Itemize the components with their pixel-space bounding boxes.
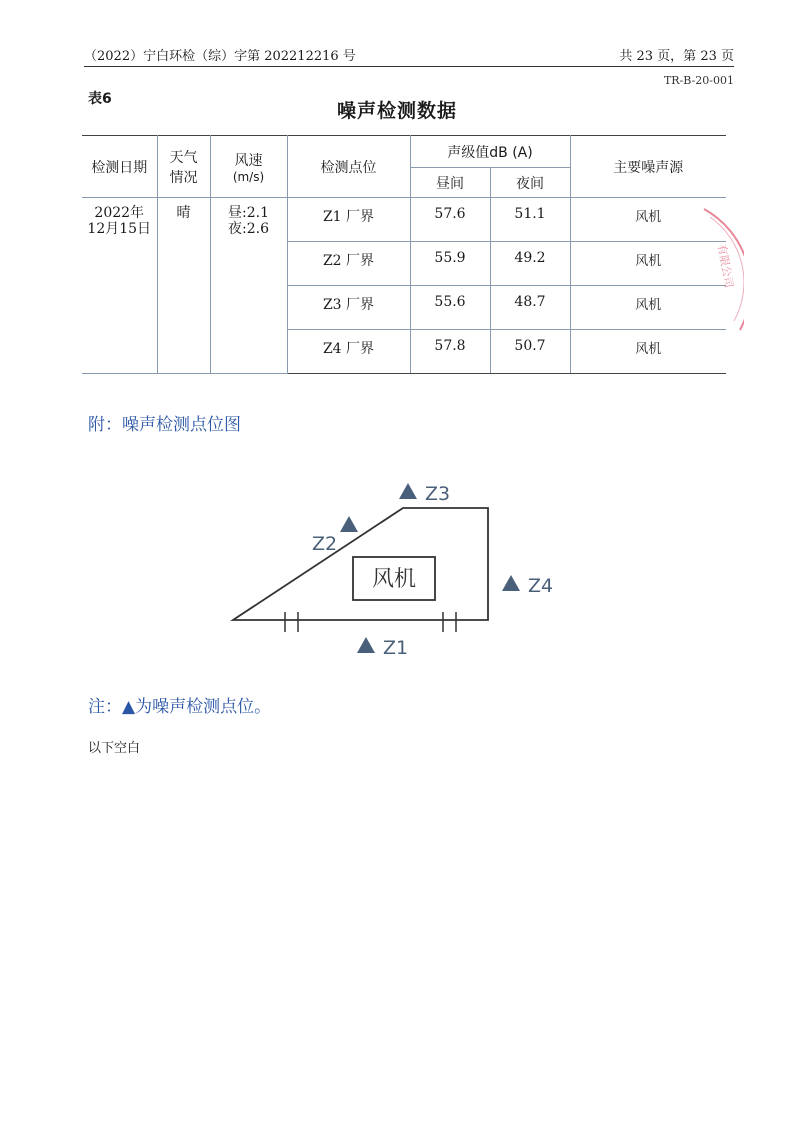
blank-below-note: 以下空白 [88, 741, 141, 756]
cell-day-level: 57.8 [410, 330, 490, 374]
z2-label: Z2 [312, 533, 338, 555]
date-line1: 2022年 [94, 205, 145, 221]
note-prefix: 注： [88, 697, 122, 717]
header-night: 夜间 [490, 168, 570, 198]
wind-day: 昼:2.1 [228, 205, 269, 221]
cell-noise-source: 风机 [570, 330, 726, 374]
monitoring-point-map [0, 470, 794, 670]
header-day: 昼间 [410, 168, 490, 198]
z1-marker-icon [357, 637, 375, 653]
report-number: （2022）宁白环检（综）字第 202212216 号 [84, 49, 356, 64]
cell-location: Z1 厂界 [287, 198, 410, 242]
z3-marker-icon [399, 483, 417, 499]
page-header [84, 50, 734, 67]
header-weather-line1: 天气 [169, 149, 198, 166]
wind-night: 夜:2.6 [228, 221, 269, 237]
cell-date [82, 198, 157, 374]
noise-data-table [82, 135, 726, 374]
appendix-title: 附：噪声检测点位图 [88, 415, 241, 435]
page-info: 共 23 页，第 23 页 [619, 49, 734, 64]
cell-day-level: 57.6 [410, 198, 490, 242]
cell-noise-source: 风机 [570, 286, 726, 330]
cell-day-level: 55.9 [410, 242, 490, 286]
cell-wind [210, 198, 287, 374]
z3-label: Z3 [425, 483, 451, 505]
header-location: 检测点位 [287, 136, 410, 198]
z1-label: Z1 [383, 637, 409, 659]
header-wind-line2: (m/s) [232, 169, 265, 184]
boundary-tick-marks [285, 612, 456, 632]
header-weather [157, 136, 210, 198]
document-code: TR-B-20-001 [663, 74, 734, 87]
z4-marker-icon [502, 575, 520, 591]
header-sound-level: 声级值dB (A) [410, 136, 570, 168]
z2-marker-icon [340, 516, 358, 532]
company-seal [700, 205, 744, 335]
cell-night-level: 48.7 [490, 286, 570, 330]
cell-day-level: 55.6 [410, 286, 490, 330]
site-boundary [233, 508, 488, 620]
cell-location: Z2 厂界 [287, 242, 410, 286]
cell-night-level: 50.7 [490, 330, 570, 374]
header-weather-line2: 情况 [169, 169, 198, 186]
table-label: 表6 [88, 91, 112, 107]
table-row [82, 198, 726, 242]
header-wind [210, 136, 287, 198]
cell-location: Z3 厂界 [287, 286, 410, 330]
cell-location: Z4 厂界 [287, 330, 410, 374]
date-line2: 12月15日 [87, 221, 152, 237]
table-title: 噪声检测数据 [336, 100, 457, 122]
cell-night-level: 51.1 [490, 198, 570, 242]
cell-night-level: 49.2 [490, 242, 570, 286]
svg-text:有限公司: 有限公司 [715, 243, 736, 289]
cell-weather: 晴 [157, 198, 210, 374]
cell-noise-source: 风机 [570, 198, 726, 242]
z4-label: Z4 [528, 575, 554, 597]
triangle-marker-icon: ▲ [122, 697, 136, 717]
header-wind-line1: 风速 [234, 152, 263, 169]
cell-noise-source: 风机 [570, 242, 726, 286]
note-text: 为噪声检测点位。 [135, 697, 272, 717]
header-date: 检测日期 [82, 136, 157, 198]
fan-building-label: 风机 [371, 567, 417, 592]
legend-note [88, 692, 271, 717]
header-noise-source: 主要噪声源 [570, 136, 726, 198]
